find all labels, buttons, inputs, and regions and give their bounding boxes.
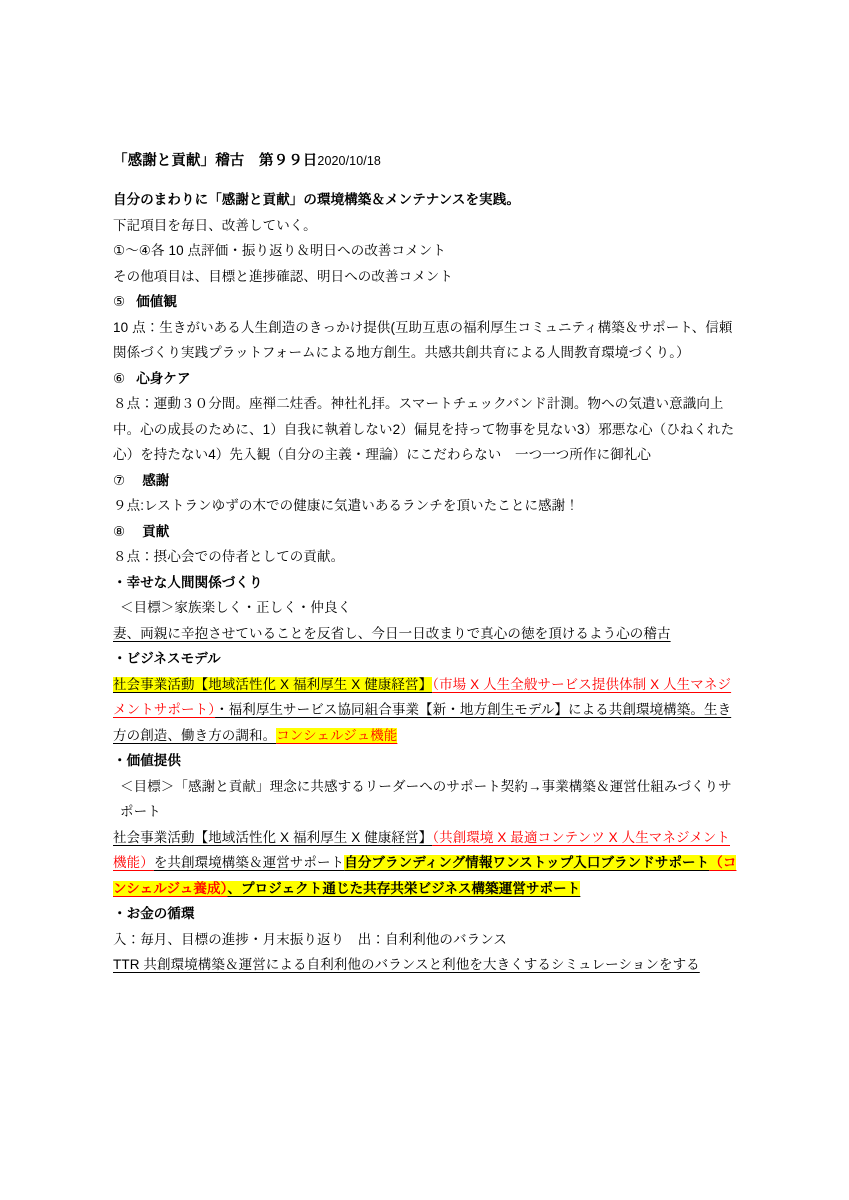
- section-number-8: ⑧: [113, 523, 126, 539]
- value-provision-goal: ＜目標＞「感謝と貢献」理念に共感するリーダーへのサポート契約→事業構築＆運営仕組みづくりサポート: [120, 778, 732, 819]
- title-text: 「感謝と貢献」稽古 第９９日: [113, 153, 318, 169]
- section-body-7: ９点:レストランゆずの木での健康に気遣いあるランチを頂いたことに感謝！: [113, 498, 579, 513]
- money-flow-line-2-text: TTR 共創環境構築＆運営による自利利他のバランスと利他を大きくするシミュレーションをする: [113, 957, 700, 972]
- value-provision-body: [113, 825, 738, 902]
- relationships-reflection-text: 妻、両親に辛抱させていることを反省し、今日一日改まりで真心の徳を頂けるよう心の稽古: [113, 625, 671, 641]
- value-provision-heading: ・価値提供: [113, 753, 181, 768]
- section-body-6: ８点：運動３０分間。座禅二炷香。神社礼拝。スマートチェックバンド計測。物への気遣い意識向上中。心の成長のために、1）自我に執着しない2）偏見を持って物事を見ない3）邪悪な心（ひねくれた心）を持たない4）先入観（自分の主義・理論）にこだわらない 一つ一つ所作に御礼心: [113, 396, 735, 462]
- section-body-5: 10 点：生きがいある人生創造のきっかけ提供(互助互恵の福利厚生コミュニティ構築＆サポート、信頼関係づくり実践プラットフォームによる地方創生。共感共創共育による人間教育環境づくり。）: [113, 319, 733, 360]
- section-heading-6: [113, 366, 738, 392]
- section-body-8: ８点：摂心会での侍者としての貢献。: [113, 549, 345, 564]
- section-heading-5: [113, 289, 738, 315]
- section-name-7: 感謝: [142, 472, 170, 488]
- section-number-7: ⑦: [113, 472, 126, 488]
- business-model-heading: ・ビジネスモデル: [113, 651, 221, 666]
- business-model-black-1: ・福利厚生サービス協同組合事業【新・地方創生モデル】による共創環境構築。生き方の創造、働き方の調和。: [113, 702, 732, 743]
- section-heading-8: [113, 519, 738, 545]
- business-model-highlight-black: 社会事業活動【地域活性化 X 福利厚生 X 健康経営】: [113, 676, 433, 692]
- section-number-6: ⑥: [113, 370, 126, 386]
- section-name-8: 貢献: [142, 523, 170, 539]
- business-model-red-1: （市場 X 人生全般サービス提供体制 X 人生マネジメントサポート）: [113, 676, 732, 717]
- relationships-goal: ＜目標＞家族楽しく・正しく・仲良く: [120, 600, 352, 615]
- intro-line-1: 下記項目を毎日、改善していく。: [113, 217, 317, 233]
- document-title: [113, 148, 738, 174]
- intro-line-3: その他項目は、目標と進捗確認、明日への改善コメント: [113, 268, 453, 284]
- money-flow-heading: ・お金の循環: [113, 906, 195, 921]
- document-body: [113, 148, 738, 978]
- intro-line-2: ①～④各 10 点評価・振り返り＆明日への改善コメント: [113, 243, 446, 258]
- relationships-reflection: [113, 621, 738, 647]
- relationships-heading: ・幸せな人間関係づくり: [113, 574, 263, 590]
- business-model-body: [113, 672, 738, 749]
- title-date: 2020/10/18: [317, 154, 381, 168]
- value-provision-black-2: を共創環境構築＆運営サポート: [153, 855, 345, 870]
- value-provision-bold-highlight-2: 、プロジェクト通じた共存共栄ビジネス構築運営サポート: [227, 880, 581, 896]
- value-provision-black-1: 社会事業活動【地域活性化 X 福利厚生 X 健康経営】: [113, 829, 433, 845]
- intro-headline: 自分のまわりに「感謝と貢献」の環境構築＆メンテナンスを実践。: [113, 192, 520, 207]
- value-provision-bold-highlight-1: 自分ブランディング情報ワンストップ入口ブランドサポート: [344, 855, 710, 870]
- money-flow-line-2: [113, 952, 738, 978]
- money-flow-line-1: 入：毎月、目標の進捗・月末振り返り 出：自利利他のバランス: [113, 931, 507, 947]
- section-name-5: 価値観: [136, 294, 178, 309]
- section-number-5: ⑤: [113, 294, 126, 309]
- section-heading-7: [113, 468, 738, 494]
- value-provision-red-1: （共創環境 X 最適コンテンツ X 人生マネジメント機能）: [113, 829, 730, 870]
- section-name-6: 心身ケア: [136, 370, 191, 386]
- value-provision-bold-highlight-red: （コンシェルジュ養成）: [113, 855, 737, 896]
- business-model-highlight-red: コンシェルジュ機能: [276, 727, 398, 743]
